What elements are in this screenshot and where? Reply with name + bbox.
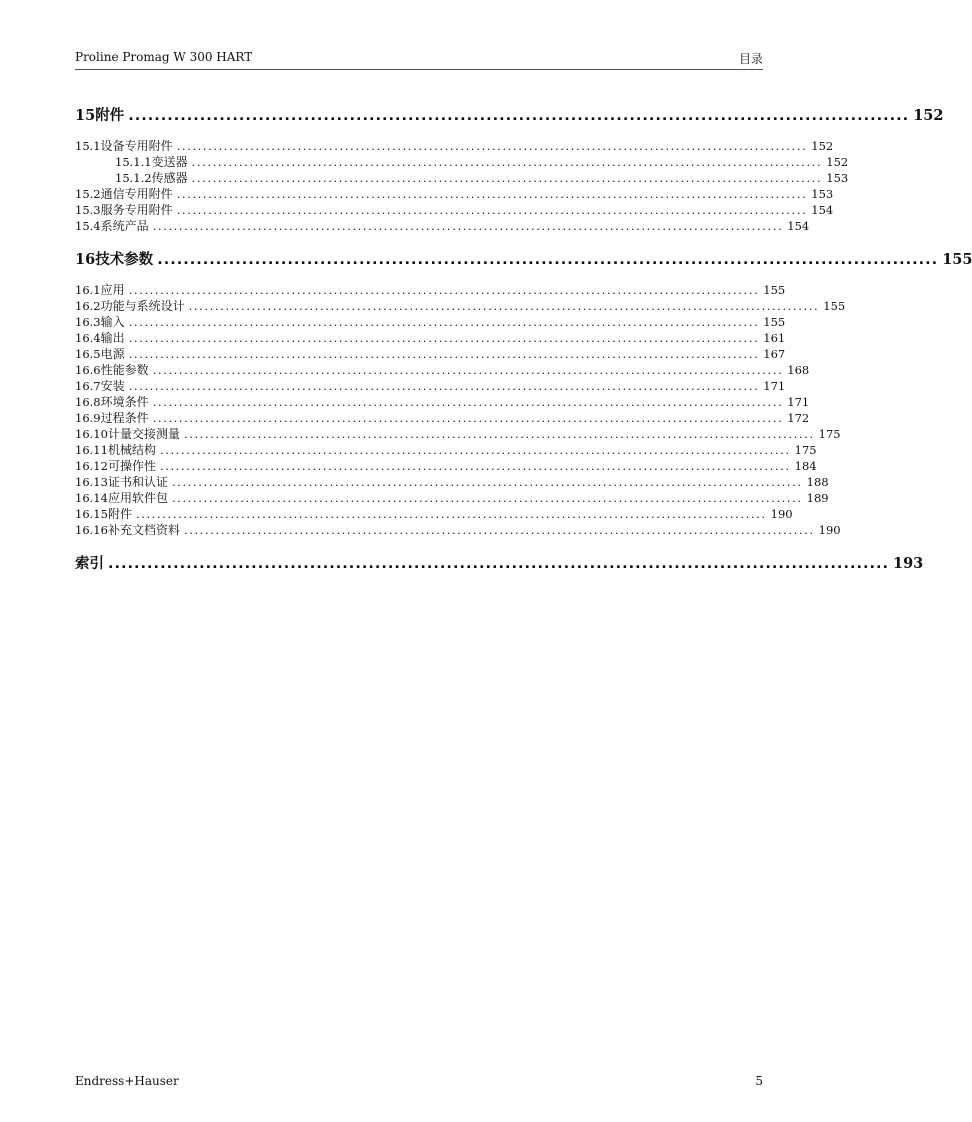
toc-section[interactable] — [75, 457, 817, 473]
dot-leader: ........................................................................................................................ — [159, 459, 791, 473]
section-page: 175 — [794, 443, 817, 457]
section-number: 15.2 — [75, 187, 101, 201]
section-title: 传感器 — [151, 171, 188, 185]
dot-leader: ........................................................................................................................ — [135, 507, 767, 521]
dot-leader: ........................................................................................................................ — [171, 491, 803, 505]
section-number: 16.16 — [75, 523, 108, 537]
toc-section[interactable] — [75, 361, 810, 377]
dot-leader: ........................................................................................................................ — [152, 395, 784, 409]
toc-section[interactable] — [75, 377, 786, 393]
section-title: 附件 — [107, 507, 132, 521]
chapter-number: 16 — [75, 251, 96, 268]
section-number: 16.8 — [75, 395, 101, 409]
section-title: 输入 — [100, 315, 125, 329]
toc-section[interactable] — [75, 345, 786, 361]
section-number: 15.1.1 — [115, 155, 152, 169]
section-title: 补充文档资料 — [107, 523, 180, 537]
section-number: 16.6 — [75, 363, 101, 377]
page-header — [75, 49, 763, 70]
section-page: 155 — [763, 283, 786, 297]
section-title: 系统产品 — [100, 219, 149, 233]
section-title: 性能参数 — [100, 363, 149, 377]
dot-leader: ........................................................................................................................ — [128, 108, 910, 124]
section-title: 功能与系统设计 — [100, 299, 185, 313]
section-title: 证书和认证 — [107, 475, 168, 489]
section-number: 16.3 — [75, 315, 101, 329]
dot-leader: ........................................................................................................................ — [152, 411, 784, 425]
toc-section[interactable] — [75, 281, 786, 297]
section-page: 189 — [806, 491, 829, 505]
toc-subsection[interactable] — [75, 153, 849, 169]
chapter-page: 193 — [893, 555, 924, 572]
toc-section[interactable] — [75, 297, 846, 313]
section-title: 电源 — [100, 347, 125, 361]
dot-leader: ........................................................................................................................ — [128, 347, 760, 361]
dot-leader: ........................................................................................................................ — [176, 139, 808, 153]
section-title: 设备专用附件 — [100, 139, 173, 153]
section-number: 16.12 — [75, 459, 108, 473]
section-page: 152 — [826, 155, 849, 169]
dot-leader: ........................................................................................................................ — [183, 523, 815, 537]
section-page: 184 — [794, 459, 817, 473]
section-page: 175 — [818, 427, 841, 441]
section-number: 16.13 — [75, 475, 108, 489]
dot-leader: ........................................................................................................................ — [191, 171, 823, 185]
dot-leader: ........................................................................................................................ — [128, 315, 760, 329]
section-number: 16.4 — [75, 331, 101, 345]
toc-section[interactable] — [75, 425, 841, 441]
toc-section[interactable] — [75, 489, 829, 505]
toc-section[interactable] — [75, 521, 841, 537]
toc-chapter[interactable] — [75, 104, 944, 126]
section-title: 应用 — [100, 283, 125, 297]
section-number: 16.15 — [75, 507, 108, 521]
dot-leader: ........................................................................................................................ — [128, 283, 760, 297]
section-title: 应用软件包 — [107, 491, 168, 505]
section-number: 16.7 — [75, 379, 101, 393]
section-page: 190 — [818, 523, 841, 537]
toc-section[interactable] — [75, 217, 810, 233]
toc-section[interactable] — [75, 393, 810, 409]
dot-leader: ........................................................................................................................ — [176, 187, 808, 201]
section-page: 154 — [811, 203, 834, 217]
toc-subsection[interactable] — [75, 169, 849, 185]
toc-section[interactable] — [75, 185, 834, 201]
chapter-title: 技术参数 — [95, 252, 154, 268]
toc-section[interactable] — [75, 505, 793, 521]
section-number: 16.14 — [75, 491, 108, 505]
toc-section[interactable] — [75, 473, 829, 489]
section-page: 171 — [763, 379, 786, 393]
dot-leader: ........................................................................................................................ — [188, 299, 820, 313]
section-title: 输出 — [100, 331, 125, 345]
dot-leader: ........................................................................................................................ — [152, 363, 784, 377]
chapter-number: 15 — [75, 107, 96, 124]
dot-leader: ........................................................................................................................ — [183, 427, 815, 441]
section-page: 188 — [806, 475, 829, 489]
section-title: 服务专用附件 — [100, 203, 173, 217]
chapter-title: 附件 — [95, 108, 125, 124]
toc-section[interactable] — [75, 137, 834, 153]
section-title: 变送器 — [151, 155, 188, 169]
section-name: 目录 — [738, 52, 763, 66]
section-page: 168 — [787, 363, 810, 377]
section-page: 167 — [763, 347, 786, 361]
toc-section[interactable] — [75, 201, 834, 217]
section-page: 152 — [811, 139, 834, 153]
section-title: 计量交接测量 — [107, 427, 180, 441]
section-page: 155 — [763, 315, 786, 329]
section-page: 190 — [770, 507, 793, 521]
section-title: 通信专用附件 — [100, 187, 173, 201]
section-page: 171 — [787, 395, 810, 409]
section-page: 153 — [826, 171, 849, 185]
section-number: 16.10 — [75, 427, 108, 441]
chapter-title: 索引 — [75, 556, 104, 572]
section-title: 机械结构 — [107, 443, 156, 457]
toc-section[interactable] — [75, 409, 810, 425]
section-title: 环境条件 — [100, 395, 149, 409]
table-of-contents — [75, 104, 972, 574]
section-page: 172 — [787, 411, 810, 425]
section-title: 可操作性 — [107, 459, 156, 473]
toc-section[interactable] — [75, 329, 786, 345]
section-number: 16.11 — [75, 443, 108, 457]
dot-leader: ........................................................................................................................ — [108, 556, 889, 572]
dot-leader: ........................................................................................................................ — [157, 252, 939, 268]
document-title: Proline Promag W 300 HART — [75, 50, 253, 64]
toc-chapter[interactable] — [75, 248, 972, 270]
dot-leader: ........................................................................................................................ — [176, 203, 808, 217]
section-title: 安装 — [100, 379, 125, 393]
section-number: 16.2 — [75, 299, 101, 313]
toc-index[interactable] — [75, 552, 924, 574]
section-number: 15.1.2 — [115, 171, 152, 185]
dot-leader: ........................................................................................................................ — [191, 155, 823, 169]
brand-name: Endress+Hauser — [75, 1074, 179, 1088]
section-page: 154 — [787, 219, 810, 233]
section-number: 16.9 — [75, 411, 101, 425]
dot-leader: ........................................................................................................................ — [171, 475, 803, 489]
dot-leader: ........................................................................................................................ — [128, 331, 760, 345]
section-number: 16.1 — [75, 283, 101, 297]
toc-section[interactable] — [75, 313, 786, 329]
section-page: 161 — [763, 331, 786, 345]
section-page: 155 — [823, 299, 846, 313]
toc-section[interactable] — [75, 441, 817, 457]
section-page: 153 — [811, 187, 834, 201]
section-number: 15.4 — [75, 219, 101, 233]
dot-leader: ........................................................................................................................ — [152, 219, 784, 233]
dot-leader: ........................................................................................................................ — [128, 379, 760, 393]
chapter-page: 155 — [942, 251, 972, 268]
section-number: 15.3 — [75, 203, 101, 217]
chapter-page: 152 — [913, 107, 944, 124]
dot-leader: ........................................................................................................................ — [159, 443, 791, 457]
section-number: 16.5 — [75, 347, 101, 361]
page-number: 5 — [755, 1074, 763, 1088]
section-number: 15.1 — [75, 139, 101, 153]
section-title: 过程条件 — [100, 411, 149, 425]
